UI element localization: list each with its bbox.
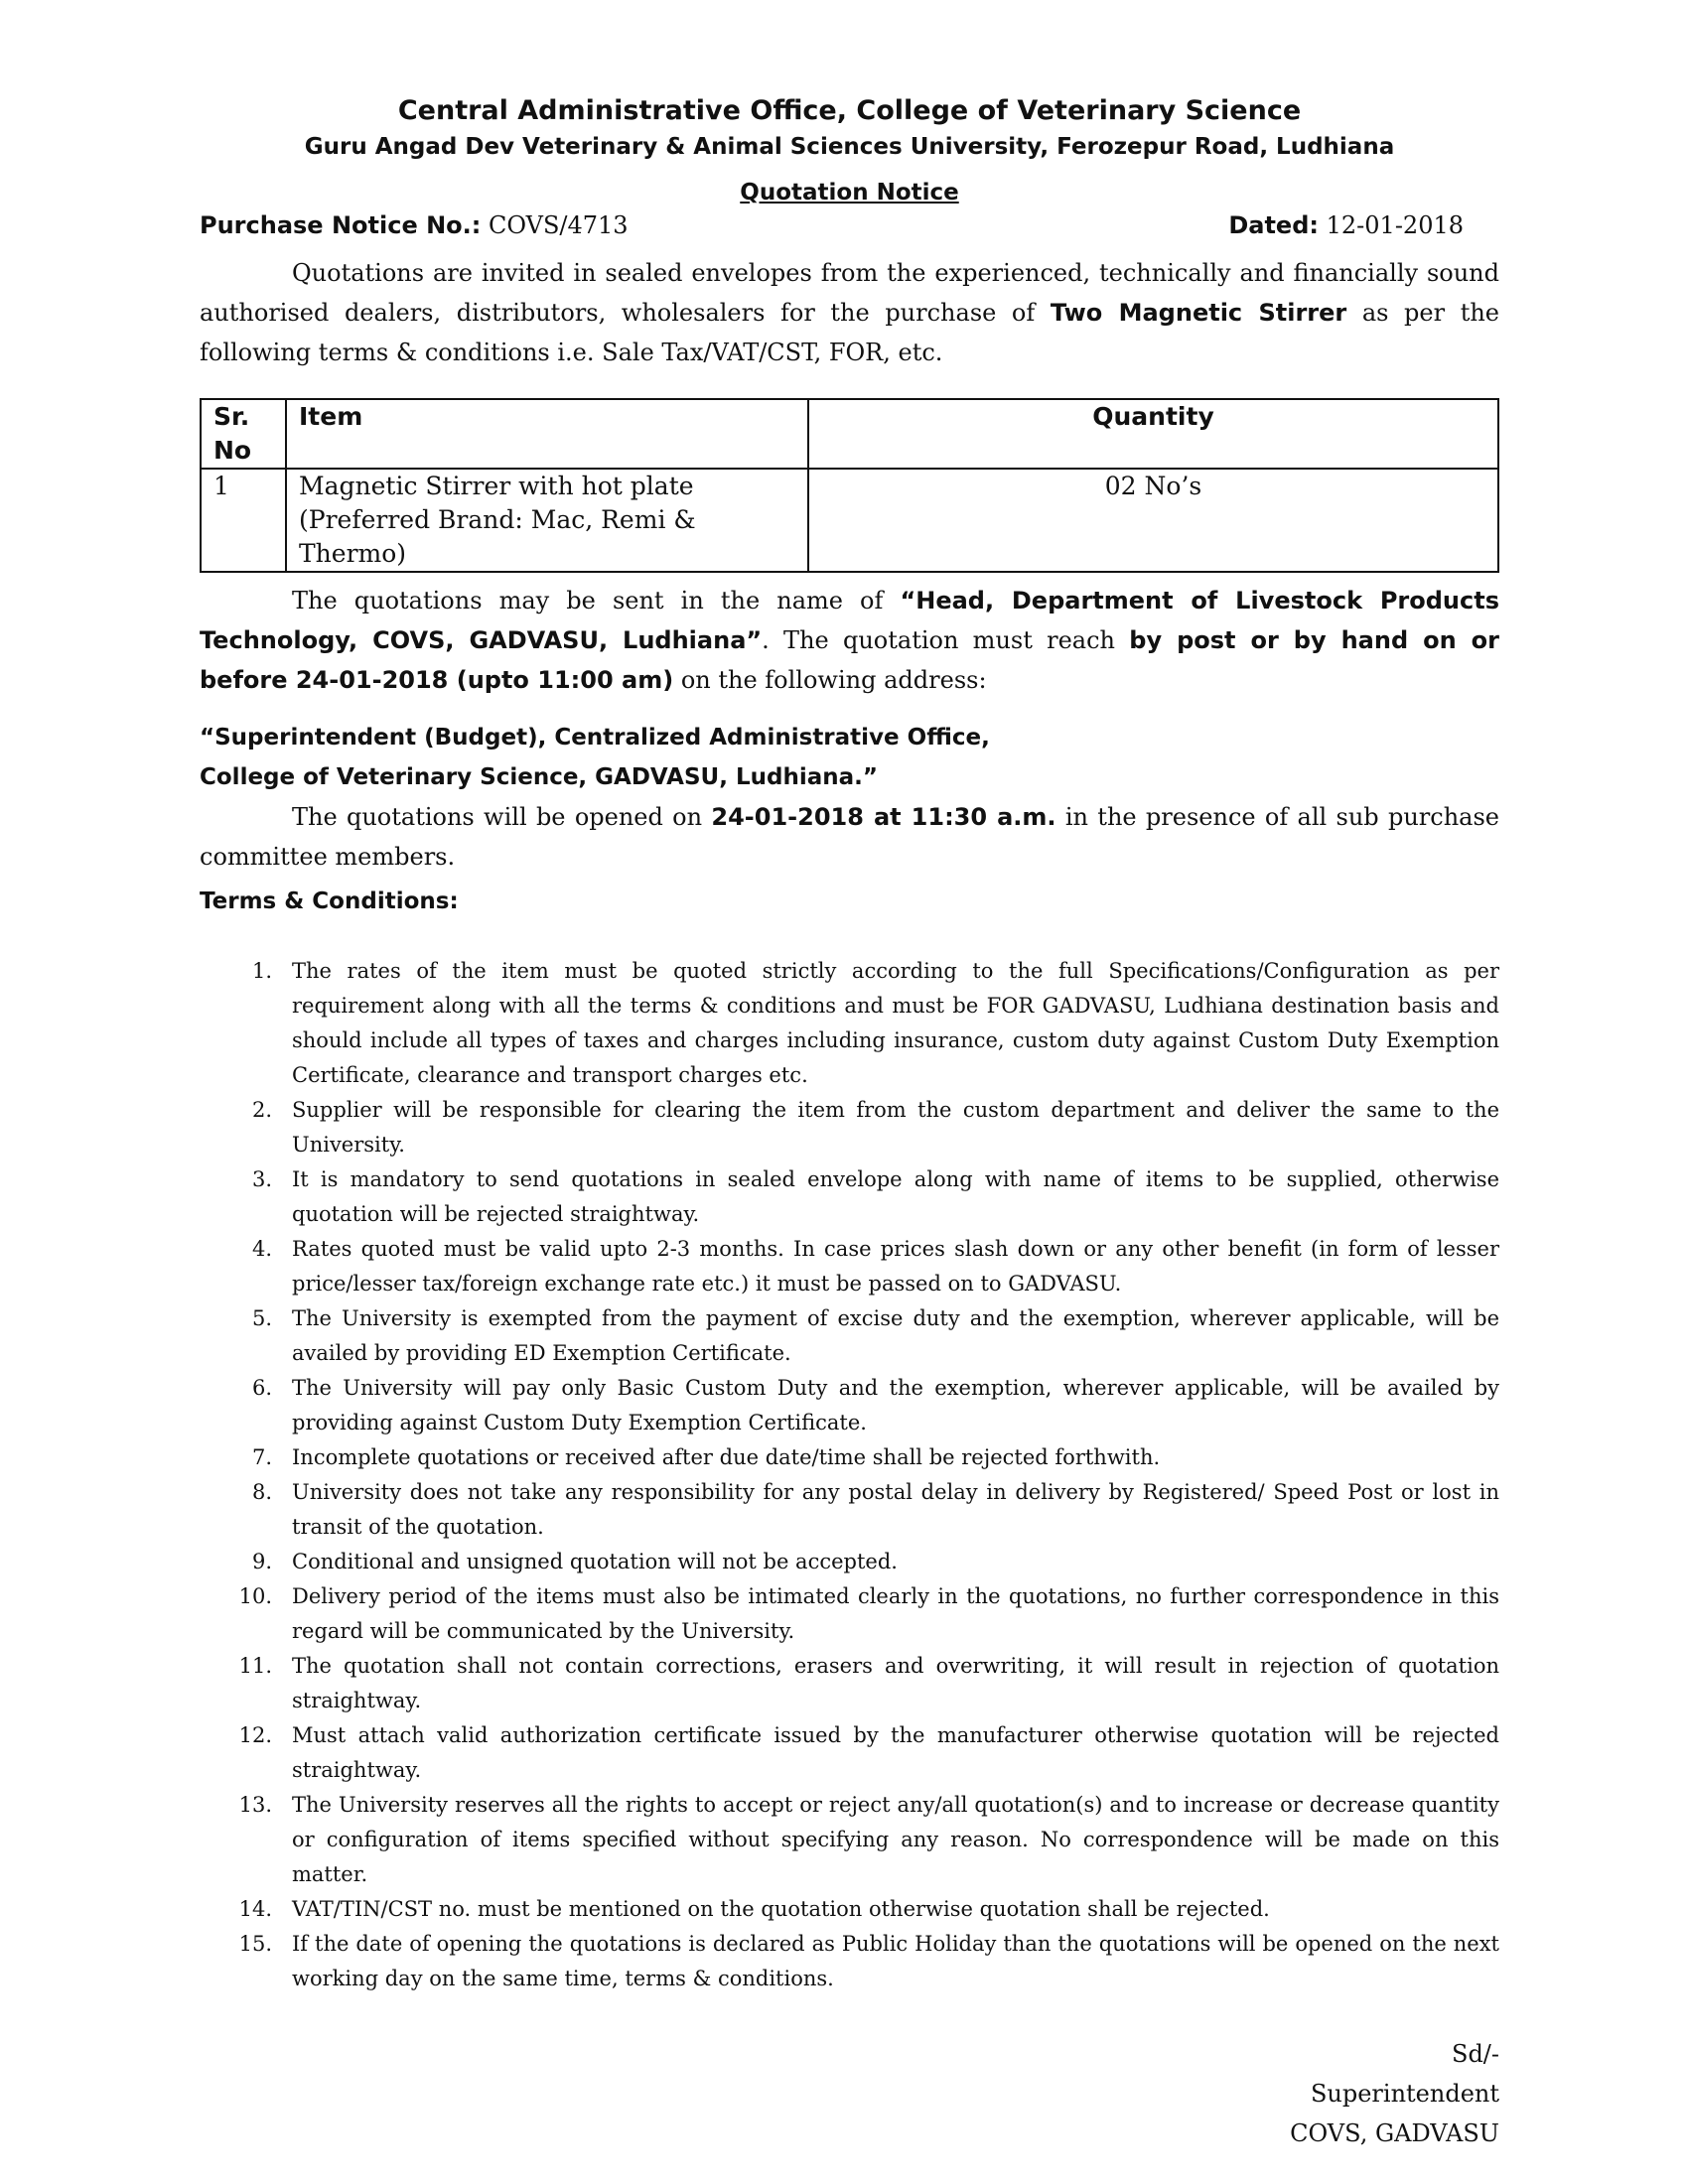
term-text: If the date of opening the quotations is declared as Public Holiday than the quotations will be opened on the next working day on the same time, terms & conditions. bbox=[292, 1932, 1499, 1990]
term-text: VAT/TIN/CST no. must be mentioned on the quotation otherwise quotation shall be rejected. bbox=[292, 1897, 1270, 1921]
term-number: 9. bbox=[251, 1550, 272, 1573]
term-number: 4. bbox=[251, 1237, 272, 1261]
submission-text-3: on the following address: bbox=[673, 666, 987, 694]
opening-paragraph bbox=[200, 797, 1499, 877]
opening-text-2: in the presence of all sub purchase committee members. bbox=[200, 803, 1499, 871]
term-text: Supplier will be responsible for clearing the item from the custom department and deliver the same to the University. bbox=[292, 1098, 1499, 1157]
term-text: The quotation shall not contain corrections, erasers and overwriting, it will result in rejection of quotation straightway. bbox=[292, 1654, 1499, 1712]
term-text: Must attach valid authorization certificate issued by the manufacturer otherwise quotation will be rejected straightway. bbox=[292, 1723, 1499, 1782]
submission-deadline: by post or by hand on or before 24-01-2018 (upto 11:00 am) bbox=[200, 626, 1500, 694]
terms-list bbox=[200, 954, 1499, 1996]
item-brand: (Preferred Brand: Mac, Remi & Thermo) bbox=[299, 505, 696, 568]
term-number: 15. bbox=[238, 1932, 272, 1956]
list-item bbox=[200, 1649, 1499, 1718]
term-number: 6. bbox=[251, 1376, 272, 1400]
term-number: 10. bbox=[238, 1584, 272, 1608]
term-text: Delivery period of the items must also be intimated clearly in the quotations, no further correspondence in this regard will be communicated by the University. bbox=[292, 1584, 1499, 1643]
col-header-item: Item bbox=[286, 399, 808, 469]
intro-paragraph bbox=[200, 253, 1499, 372]
office-heading: Central Administrative Office, College of Veterinary Science bbox=[397, 95, 1302, 126]
term-number: 14. bbox=[238, 1897, 272, 1921]
term-text: The University will pay only Basic Custom Duty and the exemption, wherever applicable, will be availed by providing against Custom Duty Exemption Certificate. bbox=[292, 1376, 1499, 1434]
cell-sr: 1 bbox=[201, 469, 286, 572]
term-number: 8. bbox=[251, 1480, 272, 1504]
term-text: Rates quoted must be valid upto 2-3 months. In case prices slash down or any other benefit (in form of lesser price/lesser tax/foreign exchange rate etc.) it must be passed on to GADVASU. bbox=[292, 1237, 1499, 1296]
term-number: 2. bbox=[251, 1098, 272, 1122]
opening-datetime: 24-01-2018 at 11:30 a.m. bbox=[711, 803, 1056, 831]
list-item bbox=[200, 1892, 1499, 1927]
list-item bbox=[200, 1301, 1499, 1371]
cell-item bbox=[286, 469, 808, 572]
opening-text-1: The quotations will be opened on bbox=[292, 803, 712, 831]
submission-paragraph bbox=[200, 581, 1499, 700]
term-text: University does not take any responsibility for any postal delay in delivery by Registered/ Speed Post or lost in transit of the quotation. bbox=[292, 1480, 1499, 1539]
list-item bbox=[200, 1579, 1499, 1649]
term-number: 1. bbox=[251, 959, 272, 983]
notice-number-row bbox=[200, 211, 1499, 239]
term-text: The University is exempted from the payment of excise duty and the exemption, wherever applicable, will be availed by providing ED Exemption Certificate. bbox=[292, 1306, 1499, 1365]
term-text: The University reserves all the rights to accept or reject any/all quotation(s) and to increase or decrease quantity or configuration of items specified without specifying any reason. No correspondence will be made on this matter. bbox=[292, 1793, 1499, 1886]
table-row bbox=[201, 469, 1498, 572]
intro-text-2: as per the following terms & conditions i.e. Sale Tax/VAT/CST, FOR, etc. bbox=[200, 299, 1499, 366]
submission-addressee: “Head, Department of Livestock Products Technology, COVS, GADVASU, Ludhiana” bbox=[200, 587, 1499, 654]
address-line-1: “Superintendent (Budget), Centralized Administrative Office, bbox=[200, 725, 990, 751]
notice-date bbox=[1228, 211, 1464, 239]
cell-quantity: 02 No’s bbox=[808, 469, 1498, 572]
term-text: The rates of the item must be quoted strictly according to the full Specifications/Configuration as per requirement along with all the terms & conditions and must be FOR GADVASU, Ludhiana destination basis and should include all types of taxes and charges including insurance, custom duty against Custom Duty Exemption Certificate, clearance and transport charges etc. bbox=[292, 959, 1499, 1087]
notice-date-value: 12-01-2018 bbox=[1326, 211, 1464, 239]
intro-text-1: Quotations are invited in sealed envelopes from the experienced, technically and financially sound authorised dealers, distributors, wholesalers for the purchase of bbox=[200, 259, 1499, 327]
item-name: Magnetic Stirrer with hot plate bbox=[299, 472, 694, 500]
list-item bbox=[200, 1927, 1499, 1996]
term-text: Incomplete quotations or received after due date/time shall be rejected forthwith. bbox=[292, 1445, 1161, 1469]
signature-block bbox=[200, 2034, 1499, 2153]
items-table bbox=[200, 398, 1499, 573]
list-item bbox=[200, 1162, 1499, 1232]
list-item bbox=[200, 1545, 1499, 1579]
items-table-header bbox=[201, 399, 1498, 469]
col-header-quantity: Quantity bbox=[808, 399, 1498, 469]
submission-text-1: The quotations may be sent in the name of bbox=[292, 587, 901, 614]
list-item bbox=[200, 1093, 1499, 1162]
term-text: Conditional and unsigned quotation will not be accepted. bbox=[292, 1550, 898, 1573]
term-number: 5. bbox=[251, 1306, 272, 1330]
list-item bbox=[200, 1440, 1499, 1475]
list-item bbox=[200, 1788, 1499, 1892]
address-line-2: College of Veterinary Science, GADVASU, Ludhiana.” bbox=[200, 764, 878, 790]
list-item bbox=[200, 954, 1499, 1093]
intro-item-name: Two Magnetic Stirrer bbox=[1050, 299, 1347, 327]
term-number: 12. bbox=[238, 1723, 272, 1747]
notice-title: Quotation Notice bbox=[740, 180, 959, 205]
purchase-notice-number bbox=[200, 211, 629, 239]
term-number: 11. bbox=[238, 1654, 272, 1678]
term-text: It is mandatory to send quotations in sealed envelope along with name of items to be supplied, otherwise quotation will be rejected straightway. bbox=[292, 1167, 1499, 1226]
list-item bbox=[200, 1371, 1499, 1440]
term-number: 7. bbox=[251, 1445, 272, 1469]
university-heading: Guru Angad Dev Veterinary & Animal Sciences University, Ferozepur Road, Ludhiana bbox=[304, 134, 1395, 160]
notice-date-label: Dated: bbox=[1228, 211, 1319, 239]
list-item bbox=[200, 1718, 1499, 1788]
list-item bbox=[200, 1232, 1499, 1301]
col-header-sr: Sr. No bbox=[201, 399, 286, 469]
terms-heading: Terms & Conditions: bbox=[200, 888, 459, 914]
signature-sd: Sd/- bbox=[1452, 2040, 1499, 2068]
signature-title: Superintendent bbox=[1310, 2080, 1499, 2108]
quotation-notice-page bbox=[200, 89, 1499, 2153]
purchase-notice-label: Purchase Notice No.: bbox=[200, 211, 482, 239]
purchase-notice-value: COVS/4713 bbox=[489, 211, 629, 239]
term-number: 3. bbox=[251, 1167, 272, 1191]
signature-office: COVS, GADVASU bbox=[1290, 2119, 1499, 2147]
submission-text-2: . The quotation must reach bbox=[762, 626, 1130, 654]
list-item bbox=[200, 1475, 1499, 1545]
submission-address bbox=[200, 718, 1499, 797]
term-number: 13. bbox=[238, 1793, 272, 1817]
